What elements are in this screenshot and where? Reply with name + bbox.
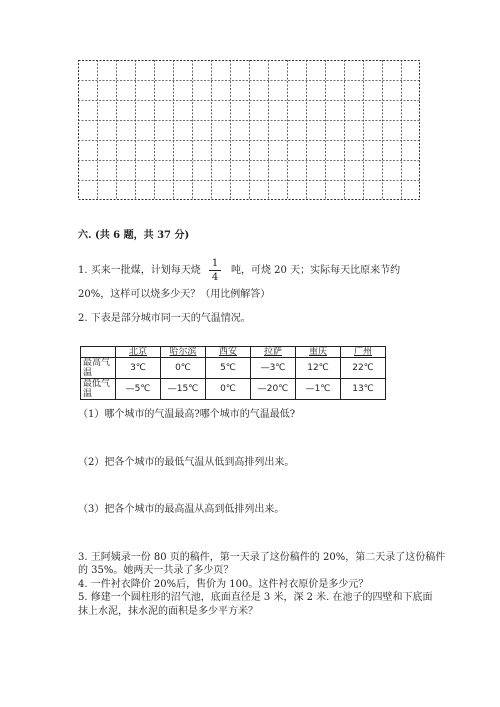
row-label: 最低气温 [81,379,116,400]
temp-cell: 0℃ [161,358,206,379]
temp-cell: 3℃ [116,358,161,379]
table-row-low [81,379,386,400]
q3-line2: 的 35%。她两天一共录了多少页？ [78,565,234,576]
temp-cell: —20℃ [251,379,296,400]
city-cell: 西安 [206,347,251,358]
temp-cell: 22℃ [341,358,386,379]
q1-text-line2: 20%，这样可以烧多少天？（用比例解答） [78,289,271,300]
answer-grid [78,60,420,200]
city-cell: 广州 [341,347,386,358]
grid-lines [78,60,420,200]
temp-cell: 13℃ [341,379,386,400]
temperature-table [80,346,386,400]
q1-text-a: 1. 买来一批煤，计划每天烧 [78,265,201,276]
temp-cell: —1℃ [296,379,341,400]
city-cell: 重庆 [296,347,341,358]
q2-sub1: （1）哪个城市的气温最高?哪个城市的气温最低? [78,409,296,420]
grid-border [79,61,420,200]
temp-cell: —3℃ [251,358,296,379]
temp-cell: 5℃ [206,358,251,379]
table-row-high [81,358,386,379]
fraction [209,258,221,283]
city-cell: 拉萨 [251,347,296,358]
temp-cell: 12℃ [296,358,341,379]
q2-sub2: （2）把各个城市的最低气温从低到高排列出来。 [78,457,295,468]
temp-cell: —15℃ [161,379,206,400]
table-header-row [81,347,386,358]
fraction-denominator: 4 [211,272,219,283]
city-cell: 哈尔滨 [161,347,206,358]
city-cell: 北京 [116,347,161,358]
row-label: 最高气温 [81,358,116,379]
fraction-bar [209,270,221,271]
q4-line1: 4. 一件衬衣降价 20%后，售价为 100。这件衬衣原价是多少元？ [78,579,369,590]
temp-cell: —5℃ [116,379,161,400]
q2-sub3: （3）把各个城市的最高温从高到低排列出来。 [78,504,285,515]
fraction-numerator: 1 [211,258,219,269]
q5-line1: 5. 修建一个圆柱形的沼气池，底面直径是 3 米，深 2 米. 在池子的四壁和下底面 [78,592,433,603]
table-corner-cell [81,347,116,358]
q3-line1: 3. 王阿姨录一份 80 页的稿件，第一天录了这份稿件的 20%，第二天录了这份稿件 [78,552,446,563]
q2-intro: 2. 下表是部分城市同一天的气温情况。 [78,313,251,324]
temp-cell: 0℃ [206,379,251,400]
q1-text-b: 吨，可烧 20 天；实际每天比原来节约 [231,265,401,276]
section-title: 六. (共 6 题，共 37 分) [78,230,190,241]
q5-line2: 抹上水泥，抹水泥的面积是多少平方米？ [78,606,258,617]
